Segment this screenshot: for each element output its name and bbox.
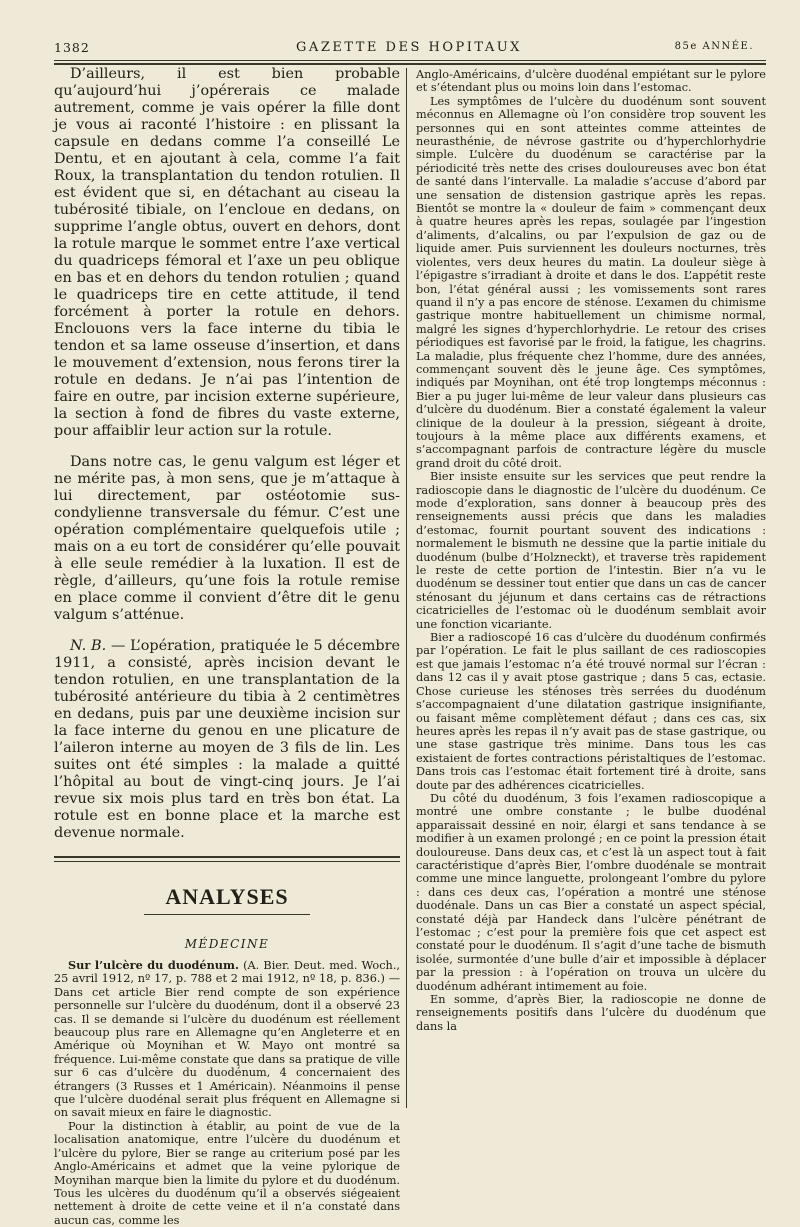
paragraph: D’ailleurs, il est bien probable qu’aujourd’hui j’opérerais ce malade autrement, comme je vais opérer la fille dont je vous ai raconté l’histoire : en plissant la capsule en dedans comme l’a conseillé Le Dentu, et en ajoutant à cela, comme l’a fait Roux, la transplantation du tendon rotulien. Il est évident que si, en détachant au ciseau la tubérosité tibiale, on l’encloue en dedans, on supprime l’angle obtus, ouvert en dehors, dont la rotule marque le sommet entre l’axe vertical du quadriceps fémoral et l’axe un peu oblique en bas et en dehors du tendon rotulien ; quand le quadriceps tire en cette attitude, il tend forcément à porter la rotule en dehors. Enclouons vers la face interne du tibia le tendon et sa lame osseuse d’insertion, et dans le mouvement d’extension, nous ferons tirer la rotule en dedans. Je n’ai pas l’intention de faire en outre, par incision externe supérieure, la section à fond de fibres du vaste externe, pour affaiblir leur action sur la rotule. [54, 66, 400, 439]
paragraph: Du côté du duodénum, 3 fois l’examen radioscopique a montré une ombre constante ; le bulbe duodénal apparaissait dessiné en noir, élargi et sans tendance à se modifier à un examen prolongé ; en ce point la pression était douloureuse. Dans deux cas, et c’est là un aspect tout à fait caractéristique d’après Bier, l’ombre duodénale se montrait comme une mince languette, prolongeant l’ombre du pylore : dans ces deux cas, l’opération a montré une sténose duodénale. Dans un cas Bier a constaté un aspect spécial, constaté déjà par Handeck dans l’ulcère pénétrant de l’estomac ; c’est pour la première fois que cet aspect est constaté pour le duodénum. Il s’agit d’une tache de bismuth isolée, surmontée d’une bulle d’air et impossible à déplacer par la pression : à l’opération on trouva un ulcère du duodénum adhérant intimement au foie. [416, 791, 766, 993]
note-label: N. B. [70, 638, 107, 654]
right-column [416, 68, 766, 1033]
article-reference: (A. Bier. Deut. med. Woch., 25 avril 1912, nº 17, p. 788 et 2 mai 1912, nº 18, p. 836.) — Dans cet article Bier rend compte de son expérience personnelle sur l’ulcère du duodénum, dont il a observé 23 cas. Il se demande si l’ulcère du duodénum est réellement beaucoup plus rare en Allemagne qu’en Angleterre et en Amérique où Moynihan et W. Mayo ont montré sa fréquence. Lui-même constate que dans sa pratique de ville sur 6 cas d’ulcère du duodénum, 4 concernaient des étrangers (3 Russes et 1 Américain). Néanmoins il pense que l’ulcère duodénal serait plus fréquent en Allemagne si on savait mieux en faire le diagnostic. [54, 959, 401, 1120]
section-title-rule [144, 914, 310, 915]
analysis-body [54, 959, 400, 1227]
article-title: Sur l’ulcère du duodénum. [68, 958, 239, 972]
header-rule-thick [54, 63, 766, 65]
paragraph: Dans notre cas, le genu valgum est léger et ne mérite pas, à mon sens, que je m’attaque à lui directement, par ostéotomie sus-condylienne transversale du fémur. C’est une opération complémentaire quelquefois utile ; mais on a eu tort de considérer qu’elle pouvait à elle seule remédier à la luxation. Il est de règle, d’ailleurs, qu’une fois la rotule remise en place comme il convient d’être dit le genu valgum s’atténue. [54, 454, 400, 623]
paragraph: Bier insiste ensuite sur les services que peut rendre la radioscopie dans le diagnostic de l’ulcère du duodénum. Ce mode d’exploration, sans donner à beaucoup près des renseignements aussi précis que dans les maladies d’estomac, fournit pourtant souvent des indications : normalement le bismuth ne dessine que la partie initiale du duodénum (bulbe d’Holzneckt), et traverse très rapidement le reste de cette portion de l’intestin. Bier n’a vu le duodénum se dessiner tout entier que dans un cas de cancer sténosant du jéjunum et dans certains cas de rétractions cicatricielles de l’estomac où le duodénum semblait avoir une fonction vicariante. [416, 470, 766, 631]
paragraph: Anglo-Américains, d’ulcère duodénal empiétant sur le pylore et s’étendant plus ou moins loin dans l’estomac. [416, 68, 766, 95]
page-number: 1382 [54, 40, 90, 55]
note-paragraph [54, 638, 400, 842]
journal-title: GAZETTE DES HOPITAUX [296, 40, 522, 55]
subsection-title: MÉDECINE [184, 937, 270, 951]
paragraph: En somme, d’après Bier, la radioscopie ne donne de renseignements positifs dans l’ulcère du duodénum que dans la [416, 993, 766, 1033]
page-header [54, 38, 764, 58]
paragraph: Les symptômes de l’ulcère du duodénum sont souvent méconnus en Allemagne où l’on considère trop souvent les personnes qui en sont atteintes comme atteintes de neurasthénie, de névrose gastrite ou d’hyperchlorhydrie simple. L’ulcère du duodénum se caractérise par la périodicité très nette des crises douloureuses avec bon état de santé dans l’intervalle. La maladie s’accuse d’abord par une sensation de distension gastrique après les repas. Bientôt se montre la « douleur de faim » commençant deux à quatre heures après les repas, soulagée par l’ingestion d’aliments, d’alcalins, ou par l’expulsion de gaz ou de liquide amer. Puis surviennent les douleurs nocturnes, très violentes, vers deux heures du matin. La douleur siège à l’épigastre s’irradiant à droite et dans le dos. L’appétit reste bon, l’état général aussi ; les vomissements sont rares quand il n’y a pas encore de sténose. L’examen du chimisme gastrique montre habituellement un chimisme normal, malgré les signes d’hyperchlorhydrie. Le retour des crises périodiques est favorisé par le froid, la fatigue, les chagrins. La maladie, plus fréquente chez l’homme, dure des années, commençant souvent dès le jeune âge. Ces symptômes, indiqués par Moynihan, ont été trop longtemps méconnus : Bier a pu juger lui-même de leur valeur dans plusieurs cas d’ulcère du duodénum. Bier a constaté également la valeur clinique de la douleur à la pression, siégeant à droite, toujours à la même place aux différents examens, et s’accompagnant parfois de contracture légère du muscle grand droit du côté droit. [416, 94, 766, 470]
section-title: ANALYSES [165, 884, 289, 909]
volume-year: 85e ANNÉE. [674, 41, 754, 52]
section-separator [54, 856, 400, 862]
analysis-paragraph: Pour la distinction à établir, au point de vue de la localisation anatomique, entre l’ulcère du duodénum et l’ulcère du pylore, Bier se range au criterium posé par les Anglo-Américains et admet que la veine pylorique de Moynihan marque bien la limite du pylore et du duodénum. Tous les ulcères du duodénum qu’il a observés siégeaient nettement à droite de cette veine et il n’a constaté dans aucun cas, comme les [54, 1119, 400, 1227]
left-column [54, 66, 400, 1227]
header-rule [54, 60, 766, 61]
analysis-paragraph [54, 959, 400, 1120]
paragraph: Bier a radioscopé 16 cas d’ulcère du duodénum confirmés par l’opération. Le fait le plus saillant de ces radioscopies est que jamais l’estomac n’a été trouvé normal sur l’écran : dans 12 cas il y avait ptose gastrique ; dans 5 cas, ectasie. Chose curieuse les sténoses très serrées du duodénum s’accompagnaient d’une dilatation gastrique insignifiante, ou faisant même complètement défaut ; dans ces cas, six heures après les repas il n’y avait pas de stase gastrique, ou une stase gastrique très minime. Dans tous les cas existaient de fortes contractions péristaltiques de l’estomac. Dans trois cas l’estomac était fortement tiré à droite, sans doute par des adhérences cicatricielles. [416, 631, 766, 792]
column-divider [406, 68, 407, 1108]
note-text: — L’opération, pratiquée le 5 décembre 1911, a consisté, après incision devant le tendon rotulien, en une transplantation de la tubérosité antérieure du tibia à 2 centimètres en dedans, puis par une deuxième incision sur la face interne du genou en une plicature de l’aileron interne au moyen de 3 fils de lin. Les suites ont été simples : la malade a quitté l’hôpital au bout de vingt-cinq jours. Je l’ai revue six mois plus tard en très bon état. La rotule est en bonne place et la marche est devenue normale. [54, 638, 400, 841]
